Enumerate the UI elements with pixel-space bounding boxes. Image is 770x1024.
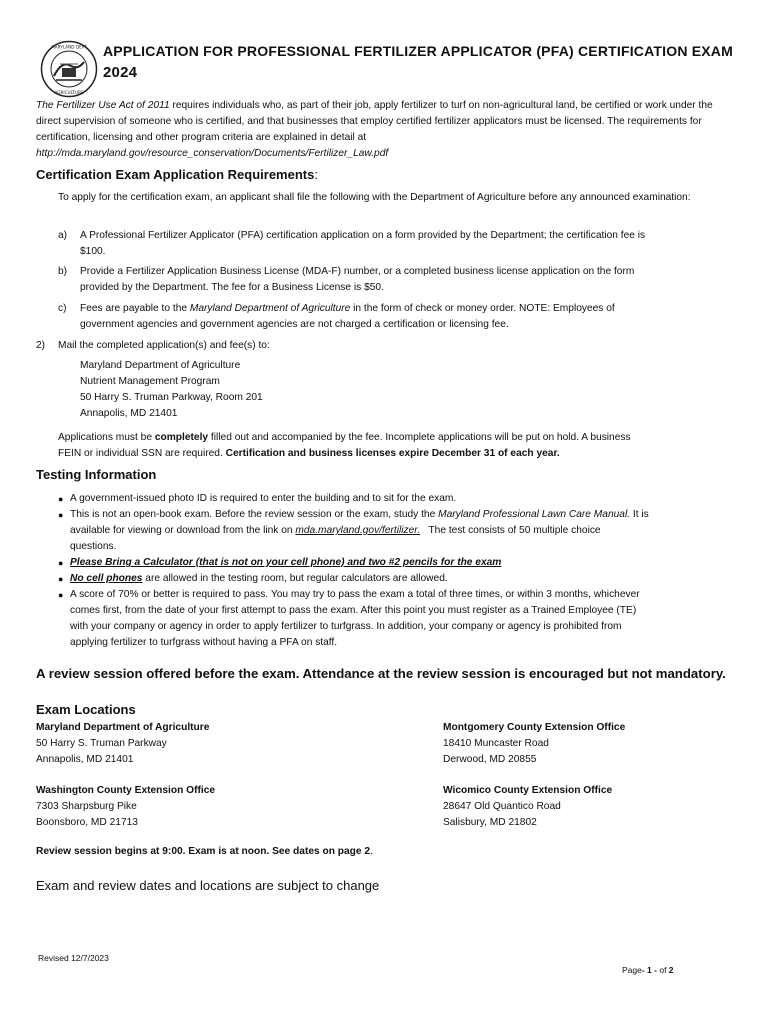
certification-heading: Certification Exam Application Requirements: — [36, 167, 318, 182]
maryland-agriculture-seal-logo — [40, 40, 98, 98]
svg-text:MARYLAND DEPT: MARYLAND DEPT — [51, 44, 87, 50]
list-item-c: c) Fees are payable to the Maryland Department of Agriculture in the form of check or money order. NOTE: Employees of government agencies and government agencies are not charged a certification or licensing fee. — [58, 303, 615, 330]
testing-bullet: ● A government-issued photo ID is required to enter the building and to sit for the exam. — [58, 493, 457, 504]
location-montgomery: Montgomery County Extension Office 18410 Muncaster Road Derwood, MD 20855 — [443, 722, 626, 765]
title-line-1: APPLICATION FOR PROFESSIONAL FERTILIZER APPLICATOR (PFA) CERTIFICATION EXAM — [103, 43, 733, 59]
location-wicomico: Wicomico County Extension Office 28647 Old Quantico Road Salisbury, MD 21802 — [443, 785, 613, 828]
list-item-a: a) A Professional Fertilizer Applicator (PFA) certification application on a form provided by the Department; the certification fee is $100. — [58, 230, 646, 257]
testing-bullet: ● A score of 70% or better is required to pass. You may try to pass the exam a total of three times, or within 3 months, whichever comes first, from the date of your first attempt to pass the exam. After this point you must register as a Trained Employee (TE) with your company or agency in order to apply fertilizer to turfgrass. In addition, your company or agency is prohibited from applying fertilizer to turfgrass without having a PFA on staff. — [58, 589, 640, 648]
list-item-2: 2) Mail the completed application(s) and fee(s) to: — [36, 340, 270, 351]
location-mda: Maryland Department of Agriculture 50 Harry S. Truman Parkway Annapolis, MD 21401 — [36, 722, 210, 765]
location-washington: Washington County Extension Office 7303 Sharpsburg Pike Boonsboro, MD 21713 — [36, 785, 216, 828]
mailing-address: Maryland Department of Agriculture Nutrient Management Program 50 Harry S. Truman Parkway, Room 201 Annapolis, MD 21401 — [80, 360, 263, 419]
page-number: Page- 1 - of 2 — [622, 965, 674, 975]
subject-to-change-note: Exam and review dates and locations are subject to change — [36, 878, 380, 893]
intro-text: requires individuals who, as part of their job, apply fertilizer to turf on non-agricultural land, be certified or work under the direct supervision of someone who is certified, and that businesses that employ certified fertilizer applicators must be licensed. The requirements for certification, licensing and other program criteria are explained in detail at — [36, 100, 713, 143]
review-session-heading: A review session offered before the exam. Attendance at the review session is encouraged but not mandatory. — [36, 666, 726, 681]
list-item-b: b) Provide a Fertilizer Application Business License (MDA-F) number, or a completed business license application on the form provided by the Department. The fee for a Business License is $50. — [58, 266, 635, 293]
testing-heading: Testing Information — [36, 467, 157, 482]
law-url[interactable]: http://mda.maryland.gov/resource_conservation/Documents/Fertilizer_Law.pdf — [36, 148, 389, 159]
testing-bullet: ● Please Bring a Calculator (that is not on your cell phone) and two #2 pencils for the exam — [58, 557, 502, 568]
revised-date: Revised 12/7/2023 — [38, 953, 109, 963]
fertilizer-link[interactable]: mda.maryland.gov/fertilizer. — [295, 525, 421, 536]
certification-lead: To apply for the certification exam, an applicant shall file the following with the Department of Agriculture before any announced examination: — [58, 192, 691, 203]
exam-locations-heading: Exam Locations — [36, 702, 136, 717]
testing-bullet: ● No cell phones are allowed in the testing room, but regular calculators are allowed. — [58, 573, 448, 584]
review-time-note: Review session begins at 9:00. Exam is at noon. See dates on page 2. — [36, 846, 373, 857]
intro-paragraph — [36, 98, 736, 162]
act-name: The Fertilizer Use Act of 2011 — [36, 100, 170, 111]
title-year: 2024 — [103, 64, 138, 81]
svg-text:AGRICULTURE: AGRICULTURE — [54, 90, 84, 95]
document-title — [103, 40, 743, 84]
testing-bullet: ● This is not an open-book exam. Before the review session or the exam, study the Maryland Professional Lawn Care Manual. It is available for viewing or download from the link on mda.maryland.gov/fertilizer. The test consists of 50 multiple choice questions. — [58, 509, 649, 552]
application-note: Applications must be completely filled out and accompanied by the fee. Incomplete applications will be put on hold. A business FEIN or individual SSN are required. Certification and business licenses expire December 31 of each year. — [58, 432, 631, 459]
